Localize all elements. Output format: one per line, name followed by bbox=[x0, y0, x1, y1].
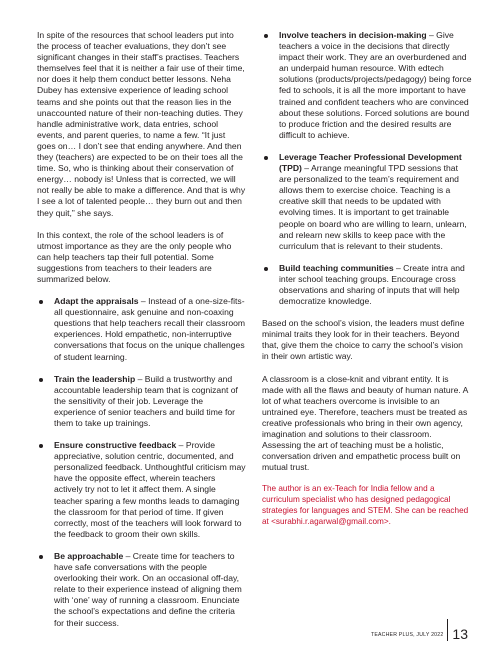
list-item bbox=[37, 374, 246, 429]
intro-paragraph-2: In this context, the role of the school leaders is of utmost importance as they are the only people who can help teachers tap their full potential. Some suggestions from teachers to their leaders are summarized below. bbox=[37, 229, 232, 284]
bullet-text: – Give teachers a voice in the decisions that directly impact their work. They are an overburdened and an underpaid human resource. With edtech solutions (products/projects/pedagogy) being force fed to schools, it is all the more important to have trained and confident teachers who are convinced about these solutions. Forced solutions are bound to produce friction and the desired results are difficult to achieve. bbox=[279, 30, 472, 140]
bullet-title: Adapt the appraisals bbox=[54, 296, 139, 307]
author-note: The author is an ex-Teach for India fellow and a curriculum specialist who has designed pedagogical strategies for languages and STEM. She can be reached at <surabhi.r.agarwal@gmail.com>. bbox=[262, 484, 469, 526]
bullet-title: Involve teachers in decision-making bbox=[279, 30, 427, 40]
left-column bbox=[37, 30, 246, 640]
page-footer bbox=[371, 619, 468, 641]
right-column bbox=[262, 30, 472, 539]
footer-divider bbox=[447, 619, 448, 641]
page-number: 13 bbox=[452, 626, 468, 642]
intro-paragraph-1: In spite of the resources that school leaders put into the process of teacher evaluations, they don’t see significant changes in their staff’s practises. Teachers themselves feel that it is neither a fair use of their time, nor does it help them conduct better lessons. Neha Dubey has extensive experience of leading school teams and she points out that the reason lies in the unaccounted nature of their non-teaching duties. They handle administrative work, data entries, school events, and parent queries, to name a few. “It just goes on… I don’t see that ending anywhere. And then they (teachers) are expected to be on their toes all the time. So, who is thinking about their conservation of energy… nobody is! Unless that is corrected, we will not really be able to make a difference. And that is why I see a lot of talented people… they burn out and then they quit,” she says. bbox=[37, 30, 246, 218]
bullet-text: – Create intra and inter school teaching groups. Encourage cross observations and sharing of inputs that will help democratize knowledge. bbox=[279, 262, 465, 307]
bullet-title: Be approachable bbox=[54, 550, 124, 561]
bullet-text: – Build a trustworthy and accountable leadership team that is cognizant of the sensitivity of their job. Leverage the experience of senior teachers and build time for them to take up trainings. bbox=[54, 373, 238, 428]
bullet-text: – Arrange meaningful TPD sessions that are personalized to the team’s requirement and allows them to exercise choice. Teaching is a creative skill that needs to be updated with evolving times. It is important to get trainable people on board who are willing to learn, unlearn, and relearn new skills to keep pace with the curriculum that is relevant to their students. bbox=[279, 163, 467, 251]
bullet-title: Ensure constructive feedback bbox=[54, 440, 177, 451]
bullet-text: – Provide appreciative, solution centric, documented, and personalized feedback. Unthoughtful criticism may have the opposite effect, wherein teachers actively try not to let it affect them. A single teacher sparing a few months leads to damaging the classroom for that period of time. If given correctly, most of the teachers will look forward to the feedback to groom their own skills. bbox=[54, 440, 246, 539]
suggestion-list-right bbox=[262, 30, 472, 307]
bullet-title: Train the leadership bbox=[54, 373, 136, 384]
publication-label: TEACHER PLUS, JULY 2022 bbox=[370, 632, 444, 638]
bullet-title: Build teaching communities bbox=[279, 262, 394, 273]
suggestion-list-left bbox=[37, 296, 246, 629]
list-item bbox=[37, 296, 246, 363]
body-paragraph-2: A classroom is a close-knit and vibrant entity. It is made with all the flaws and beauty of human nature. A lot of what teachers overcome is invisible to an untrained eye. Therefore, teachers must be treated as creative professionals who bring in their own agency, imagination and solutions to their classroom. Assessing the art of teaching must be a holistic, conversation driven and empathetic process built on mutual trust. bbox=[262, 373, 468, 473]
body-paragraph-1: Based on the school’s vision, the leaders must define minimal traits they look for in their teachers. Beyond that, give them the choice to carry the school’s vision in their own artistic way. bbox=[262, 318, 465, 362]
list-item bbox=[37, 551, 246, 629]
list-item bbox=[262, 263, 472, 307]
list-item bbox=[262, 152, 472, 252]
list-item bbox=[262, 30, 472, 141]
list-item bbox=[37, 440, 246, 540]
bullet-title: Leverage Teacher Professional Development (TPD) bbox=[279, 151, 462, 174]
bullet-text: – Create time for teachers to have safe conversations with the people overlooking their work. On an occasional off-day, relate to their experience instead of aligning them with ‘one’ way of running a classroom. Enunciate the school’s expectations and define the criteria for their success. bbox=[54, 550, 242, 628]
bullet-text: – Instead of a one-size-fits-all questionnaire, ask genuine and non-coaxing questions that help teachers recall their classroom experiences. Hold empathetic, non-interruptive conversations that focus on the unique challenges of student learning. bbox=[54, 296, 246, 362]
